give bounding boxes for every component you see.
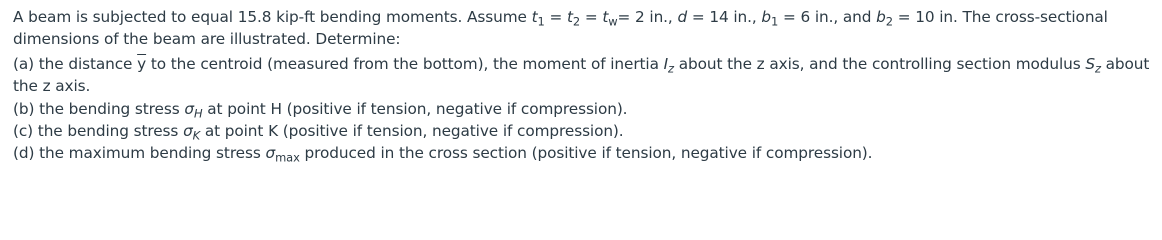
- sigma-k-subscript: K: [192, 128, 201, 143]
- sigma-max-symbol: σ: [265, 144, 276, 163]
- iz-variable: I: [663, 54, 669, 73]
- sigma-max-subscript: max: [275, 150, 300, 165]
- intro-text-7: = 10 in. The cross-sectional dimensions of the beam are illustrated. Determine:: [13, 8, 1113, 49]
- part-b: [13, 98, 1153, 120]
- sigma-k-symbol: σ: [183, 122, 193, 141]
- ybar-symbol: $\overline{y}$: [137, 54, 147, 73]
- part-d-text-1: (d) the maximum bending stress: [13, 144, 266, 163]
- intro-text-5: = 14 in.,: [687, 8, 762, 26]
- part-c-text-1: (c) the bending stress: [13, 122, 184, 141]
- d-variable: d: [677, 8, 688, 26]
- part-a-text-2: to the centroid (measured from the bottom), the moment of inertia: [146, 54, 664, 73]
- iz-subscript: z: [668, 61, 674, 76]
- sz-variable: S: [1085, 54, 1095, 73]
- intro-text-1: A beam is subjected to equal 15.8 kip-ft bending moments. Assume: [13, 8, 532, 26]
- intro-text-4: = 2 in.,: [617, 8, 678, 26]
- problem-intro: [13, 6, 1153, 51]
- intro-text-3: =: [580, 8, 603, 26]
- t2-subscript: 2: [572, 14, 581, 29]
- intro-text-2: =: [544, 8, 567, 26]
- sigma-h-symbol: σ: [184, 99, 194, 118]
- t1-subscript: 1: [537, 14, 545, 29]
- b1-subscript: 1: [771, 14, 779, 29]
- b2-variable: b: [876, 8, 886, 26]
- part-b-text-2: at point H (positive if tension, negative if compression).: [202, 99, 628, 118]
- t1-variable: t: [531, 8, 538, 26]
- problem-statement: [13, 6, 1153, 165]
- tw-variable: t: [602, 8, 609, 26]
- part-d: [13, 142, 1153, 164]
- sigma-h-subscript: H: [193, 106, 203, 121]
- part-b-text-1: (b) the bending stress: [13, 99, 185, 118]
- part-c-text-2: at point K (positive if tension, negative if compression).: [200, 122, 624, 141]
- part-a-text-1: (a) the distance: [13, 54, 138, 73]
- part-a-text-4: about the z axis.: [13, 54, 1155, 96]
- part-a: [13, 53, 1153, 98]
- tw-subscript: w: [608, 14, 618, 29]
- part-c: [13, 120, 1153, 142]
- t2-variable: t: [567, 8, 573, 26]
- intro-text-6: = 6 in., and: [778, 8, 877, 26]
- sz-subscript: z: [1094, 61, 1101, 76]
- b2-subscript: 2: [885, 14, 893, 29]
- part-a-text-3: about the z axis, and the controlling section modulus: [673, 54, 1086, 73]
- part-d-text-2: produced in the cross section (positive if tension, negative if compression).: [299, 144, 873, 163]
- b1-variable: b: [761, 8, 772, 26]
